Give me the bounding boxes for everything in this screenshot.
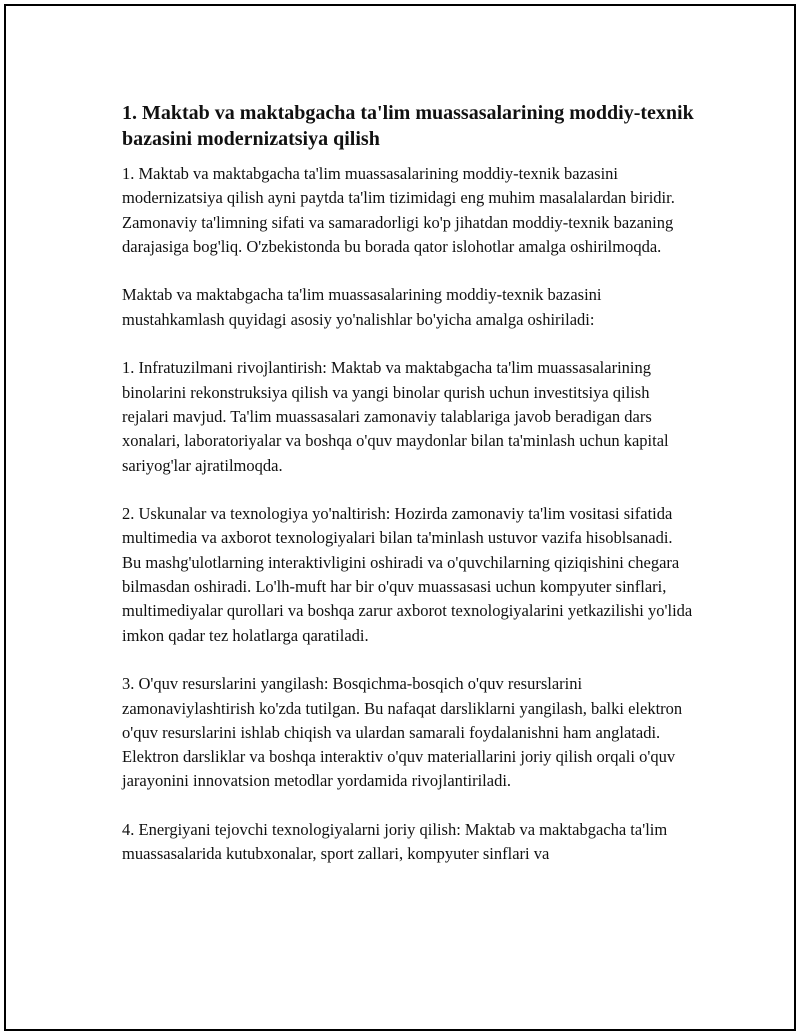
page-frame xyxy=(4,4,796,1031)
paragraph-equipment: 2. Uskunalar va texnologiya yo'naltirish: Hozirda zamonaviy ta'lim vositasi sifatida multimedia va axborot texnologiyalari bilan ta'minlash ustuvor vazifa hisoblsanadi. Bu mashg'ulotlarning interaktivligini oshiradi va o'quvchilarning qiziqishini chegara bilmasdan oshiradi. Lo'lh-muft har bir o'quv muassasasi uchun kompyuter sinflari, multimediyalar qurollari va boshqa zarur axborot texnologiyalarini yetkazilishi yo'lida imkon qadar tez holatlarga qaratiladi. xyxy=(122,504,693,645)
document-title: 1. Maktab va maktabgacha ta'lim muassasalarining moddiy-texnik bazasini modernizatsiya qilish xyxy=(122,102,694,150)
paragraph-gap xyxy=(122,794,694,818)
paragraph-directions: Maktab va maktabgacha ta'lim muassasalarining moddiy-texnik bazasini mustahkamlash quyidagi asosiy yo'nalishlar bo'yicha amalga oshiriladi: xyxy=(122,285,602,329)
paragraph-resources: 3. O'quv resurslarini yangilash: Bosqichma-bosqich o'quv resurslarini zamonaviylashtirish ko'zda tutilgan. Bu nafaqat darsliklarni yangilash, balki elektron o'quv resurslarini ishlab chiqish va ulardan samarali foydalanishni ham anglatadi. Elektron darsliklar va boshqa interaktiv o'quv materiallarini joriy qilish orqali o'quv jarayonini innovatsion metodlar yordamida rivojlantiriladi. xyxy=(122,674,683,791)
paragraph-gap xyxy=(122,259,694,283)
paragraph-gap xyxy=(122,478,694,502)
paragraph-intro: 1. Maktab va maktabgacha ta'lim muassasalarining moddiy-texnik bazasini modernizatsiya qilish ayni paytda ta'lim tizimidagi eng muhim masalalardan biridir. Zamonaviy ta'limning sifati va samaradorligi ko'p jihatdan moddiy-texnik bazaning darajasiga bog'liq. O'zbekistonda bu borada qator islohotlar amalga oshirilmoqda. xyxy=(122,164,675,256)
paragraph-energy: 4. Energiyani tejovchi texnologiyalarni joriy qilish: Maktab va maktabgacha ta'lim muassasalarida kutubxonalar, sport zallari, kompyuter sinflari va xyxy=(122,820,668,864)
paragraph-infrastructure: 1. Infratuzilmani rivojlantirish: Maktab va maktabgacha ta'lim muassasalarining binolarini rekonstruksiya qilish va yangi binolar qurish uchun investitsiya qilish rejalari mavjud. Ta'lim muassasalari zamonaviy talablariga javob beradigan dars xonalari, laboratoriyalar va boshqa o'quv maydonlar bilan ta'minlash uchun kapital sariyog'lar ajratilmoqda. xyxy=(122,358,669,475)
paragraph-gap xyxy=(122,648,694,672)
document-body xyxy=(122,100,694,867)
paragraph-gap xyxy=(122,332,694,356)
